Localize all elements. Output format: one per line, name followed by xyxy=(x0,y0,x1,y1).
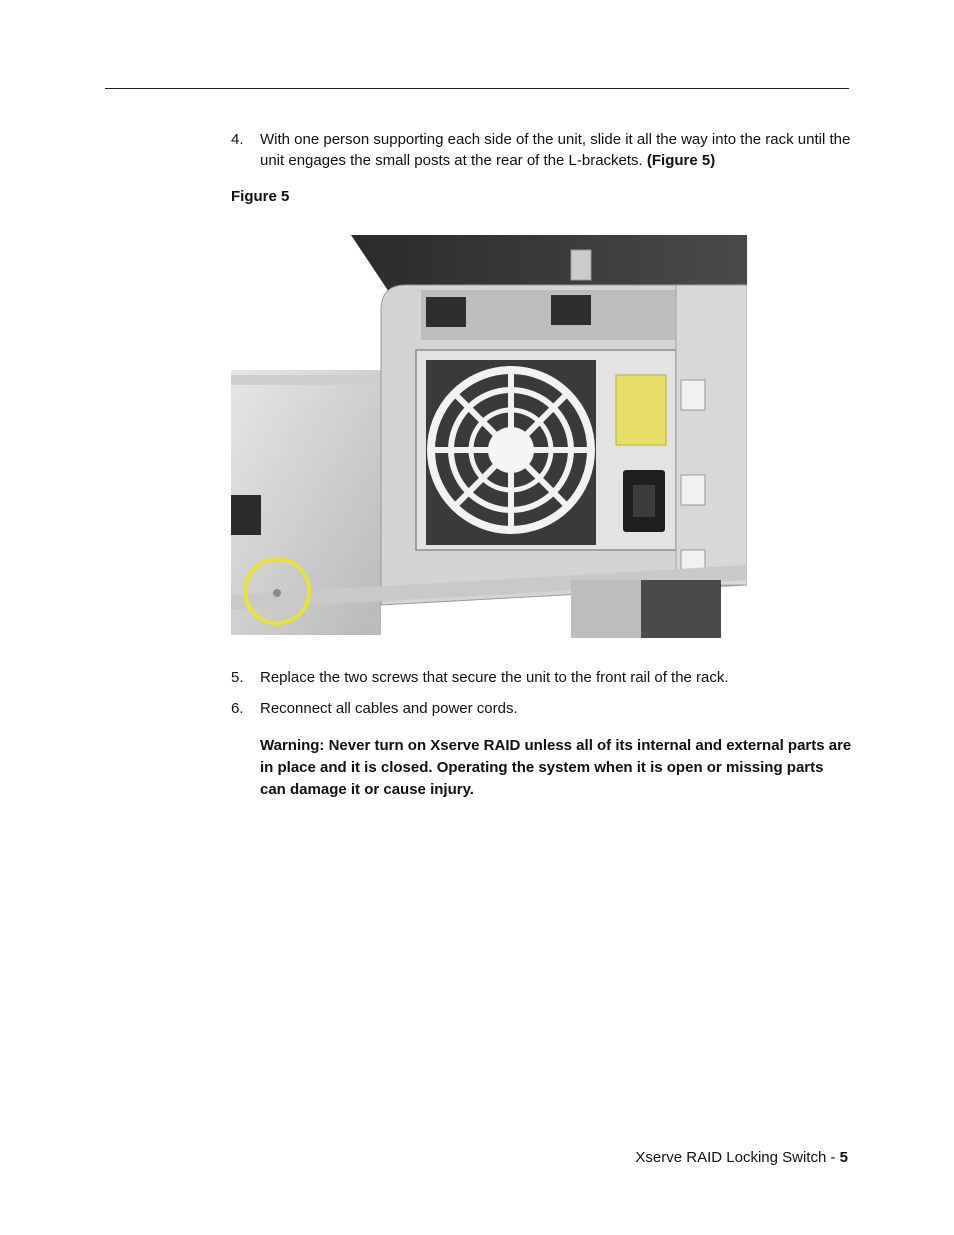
header-rule xyxy=(105,88,849,89)
step-6 xyxy=(231,698,851,719)
footer-title: Xserve RAID Locking Switch - xyxy=(635,1149,840,1166)
warning-note: Warning: Never turn on Xserve RAID unless all of its internal and external parts are in place and it is closed. Operating the system when it is open or missing parts can damage it or cause injury. xyxy=(260,737,852,798)
step-number: 5. xyxy=(231,669,244,686)
step-5 xyxy=(231,667,851,688)
step-text: Reconnect all cables and power cords. xyxy=(260,700,518,717)
page-number: 5 xyxy=(839,1149,848,1166)
figure-reference: (Figure 5) xyxy=(646,152,716,169)
figure-label: Figure 5 xyxy=(231,188,290,205)
page-footer xyxy=(635,1149,848,1166)
step-4 xyxy=(231,129,851,171)
figure-5-photo xyxy=(231,235,747,638)
step-number: 6. xyxy=(231,700,244,717)
step-number: 4. xyxy=(231,131,244,148)
step-text: With one person supporting each side of the unit, slide it all the way into the rack until the unit engages the small posts at the rear of the L-brackets. (Figure 5) xyxy=(260,131,851,169)
step-text: Replace the two screws that secure the unit to the front rail of the rack. xyxy=(260,669,729,686)
